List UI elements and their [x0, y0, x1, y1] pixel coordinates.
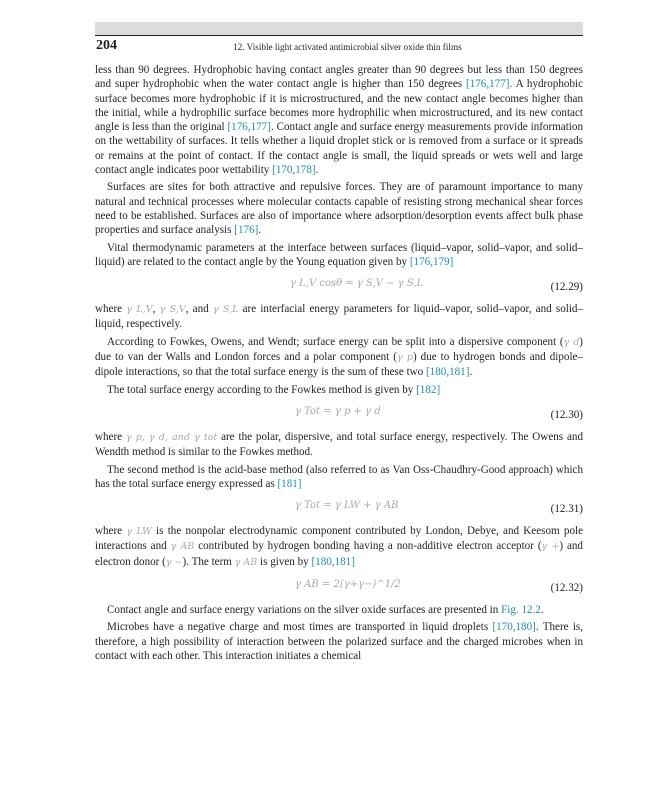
paragraph-1: less than 90 degrees. Hydrophobic having contact angles greater than 90 degrees but less than 150 degrees and super hydrophobic when the water contact angle is higher than 150 degrees [176,177]. A hydrophobic surface becomes more hydrophobic if it is microstructured, and the new contact angle becomes higher than the initial, while a hydrophilic surface becomes more hydrophilic when microstructured, and its new contact angle is less than the original [176,177]. Contact angle and surface energy measurements provide information on the wettability of surfaces. It tells whether a liquid droplet stick or is removed from a surface or it spreads or remains at the point of contact. If the contact angle is small, the liquid spreads or wets well and large contact angle indicates poor wettability [170,178].	[95, 64, 583, 177]
paragraph-2: Surfaces are sites for both attractive and repulsive forces. They are of paramount importance to many natural and technical processes where molecular contacts capable of resisting strong mechanical shear forces need to be established. Surfaces are also of importance where adsorption/desorption events affect bulk phase properties and surface analysis [176].	[95, 181, 583, 237]
equation-number: (12.31)	[550, 503, 583, 516]
equation-number: (12.32)	[550, 582, 583, 595]
equation-12-30	[95, 400, 583, 428]
math-symbol: γ L,V	[126, 304, 153, 316]
paragraph-4: where γ L,V, γ S,V, and γ S,L are interfacial energy parameters for liquid–vapor, solid–vapor, and solid–liquid, respectively.	[95, 303, 584, 331]
equation-math: γ AB = 2(γ+γ−)^1/2	[295, 579, 401, 591]
paragraph-11: Microbes have a negative charge and most times are transported in liquid droplets [170,180]. There is, therefore, a high possibility of interaction between the polarized surface and the charged microbes when in contact with each other. This interaction initiates a chemical	[95, 621, 583, 662]
equation-number: (12.30)	[550, 408, 583, 421]
equation-12-31	[95, 494, 583, 522]
citation-link[interactable]: [176]	[234, 224, 259, 237]
math-symbol: γ S,L	[212, 304, 239, 316]
math-symbol: γ LW	[126, 526, 152, 538]
equation-number: (12.29)	[550, 281, 583, 294]
math-symbol: γ d	[563, 336, 580, 348]
citation-link[interactable]: [182]	[416, 383, 441, 396]
paragraph-3: Vital thermodynamic parameters at the interface between surfaces (liquid–vapor, solid–vapor, and solid–liquid) are related to the contact angle by the Young equation given by [176,179]	[95, 241, 583, 268]
figure-link[interactable]: Fig. 12.2	[501, 604, 541, 617]
citation-link[interactable]: [176,177]	[466, 78, 510, 91]
running-head: 12. Visible light activated antimicrobial silver oxide thin films	[233, 42, 462, 52]
citation-link[interactable]: [170,178]	[272, 164, 316, 177]
math-symbol: γ p	[396, 352, 413, 364]
citation-link[interactable]: [180,181]	[311, 555, 355, 568]
paragraph-7: where γ p, γ d, and γ tot are the polar, dispersive, and total surface energy, respectively. The Owens and Wendth method is similar to the Fowkes method.	[95, 430, 584, 459]
citation-link[interactable]: [176,177]	[227, 121, 271, 134]
math-symbol: γ AB	[234, 556, 258, 568]
paragraph-9: where γ LW is the nonpolar electrodynamic component contributed by London, Debye, and Keesom pole interactions and γ AB contributed by hydrogen bonding having a non-additive electron acceptor (γ +) and electron donor (γ −). The term γ AB is given by [180,181]	[95, 525, 584, 568]
equation-math: γ Tot = γ LW + γ AB	[295, 500, 399, 512]
citation-link[interactable]: [180,181]	[425, 366, 470, 379]
header-rule	[95, 35, 583, 36]
citation-link[interactable]: [176,179]	[409, 255, 454, 268]
math-symbol: γ +	[541, 541, 560, 553]
math-symbol: γ AB	[170, 541, 195, 553]
equation-12-29	[95, 272, 583, 300]
citation-link[interactable]: [170,180]	[492, 621, 536, 634]
paragraph-5: According to Fowkes, Owens, and Wendt; surface energy can be split into a dispersive component (γ d) due to van der Walls and London forces and a polar component (γ p) due to hydrogen bonds and dipole–dipole interactions, so that the total surface energy is the sum of these two [180,181].	[95, 335, 583, 379]
equation-math: γ L,V cosθ = γ S,V − γ S,L	[290, 278, 424, 290]
header-band	[95, 22, 583, 35]
page-number: 204	[96, 38, 117, 53]
math-symbol: γ p, γ d, and γ tot	[125, 431, 218, 443]
math-symbol: γ −	[165, 556, 183, 568]
paragraph-8: The second method is the acid-base method (also referred to as Van Oss-Chaudhry-Good approach) which has the total surface energy expressed as [181]	[95, 463, 583, 490]
paragraph-10: Contact angle and surface energy variations on the silver oxide surfaces are presented in Fig. 12.2.	[107, 604, 544, 617]
equation-math: γ Tot = γ p + γ d	[295, 405, 381, 417]
body-text	[95, 63, 583, 666]
citation-link[interactable]: [181]	[277, 477, 302, 490]
math-symbol: γ S,V	[159, 304, 186, 316]
equation-12-32	[95, 573, 583, 601]
paragraph-6: The total surface energy according to the Fowkes method is given by [182]	[107, 383, 441, 396]
